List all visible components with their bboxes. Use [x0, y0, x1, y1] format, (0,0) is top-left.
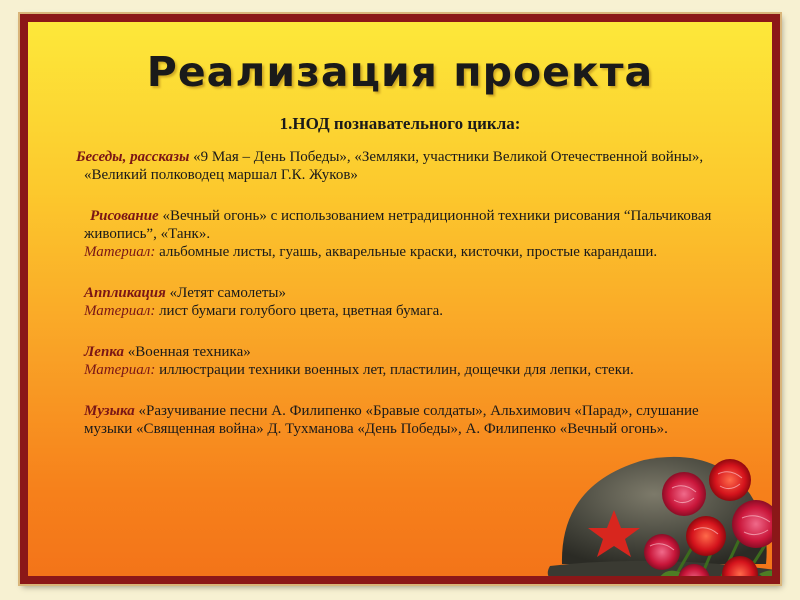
block-modeling	[84, 343, 764, 379]
block-heading: Рисование	[90, 208, 159, 224]
block-text: «Вечный огонь» с использованием нетрадиционной техники рисования “Пальчиковая живопись”, «Танк».	[84, 208, 712, 242]
helmet-with-carnations-icon	[544, 424, 780, 584]
material-label: Материал:	[84, 244, 156, 260]
slide-content	[76, 148, 764, 438]
block-text: «9 Мая – День Победы», «Земляки, участники Великой Отечественной войны», «Великий полководец маршал Г.К. Жуков»	[84, 149, 704, 183]
slide-title: Реализация проекта	[146, 48, 654, 96]
block-conversations	[76, 148, 764, 184]
block-heading: Музыка	[84, 403, 135, 419]
material-text: альбомные листы, гуашь, акварельные краски, кисточки, простые карандаши.	[155, 244, 658, 260]
block-applique	[84, 284, 764, 320]
slide-frame	[20, 14, 780, 584]
block-text: «Летят самолеты»	[165, 285, 286, 301]
block-text: «Разучивание песни А. Филипенко «Бравые солдаты», Альхимович «Парад», слушание музыки «Священная война» Д. Тухманова «День Победы», А. Филипенко «Вечный огонь».	[84, 403, 699, 437]
slide-subtitle: 1.НОД познавательного цикла:	[279, 114, 521, 133]
material-label: Материал:	[84, 303, 156, 319]
block-heading: Лепка	[84, 344, 125, 360]
material-text: лист бумаги голубого цвета, цветная бумага.	[155, 303, 444, 319]
block-heading: Аппликация	[84, 285, 166, 301]
block-drawing	[84, 207, 764, 261]
material-text: иллюстрации техники военных лет, пластилин, дощечки для лепки, стеки.	[155, 362, 634, 378]
block-text: «Военная техника»	[124, 344, 251, 360]
block-heading: Беседы, рассказы	[76, 149, 190, 165]
material-label: Материал:	[84, 362, 156, 378]
